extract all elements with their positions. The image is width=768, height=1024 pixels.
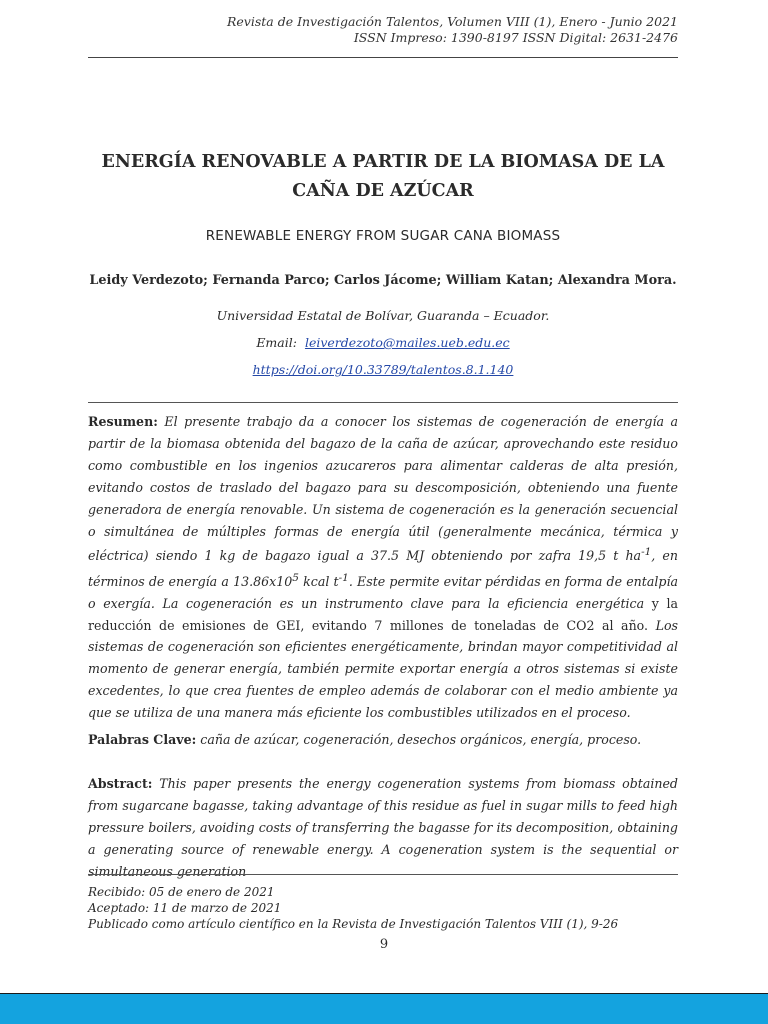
keywords-label: Palabras Clave: [88,732,197,747]
resumen-text-3: kcal t [298,573,339,589]
author-list: Leidy Verdezoto; Fernanda Parco; Carlos Jácome; William Katan; Alexandra Mora. [89,273,677,288]
resumen-text-6: Los sistemas de cogeneración son eficientes energéticamente, brindan mayor competitividad al momento de generar energía, también permite exportar energía a otros sistemas si existe excedentes, lo que crea fuentes de empleo además de colaborar con el medio ambiente ya que se utiliza de una manera más eficiente los combustibles utilizados en el proceso. [88,617,678,721]
issn-line: ISSN Impreso: 1390-8197 ISSN Digital: 2631-2476 [353,30,678,45]
footnotes [88,884,678,932]
email-label: Email: [256,335,297,350]
title-line-2: CAÑA DE AZÚCAR [292,181,474,201]
keywords-paragraph [88,729,678,751]
resumen-label: Resumen: [88,414,158,429]
header-divider [88,57,678,58]
resumen-sup-3: -1 [338,571,349,584]
resumen-sup-2: 5 [292,571,299,584]
accepted-date: Aceptado: 11 de marzo de 2021 [88,901,282,915]
resumen-text-1: El presente trabajo da a conocer los sistemas de cogeneración de energía a partir de la biomasa obtenida del bagazo de la caña de azúcar, aprovechando este residuo como combustible en los ingenios azucareros para alimentar calderas de alta presión, evitando costos de traslado del bagazo para su descomposición, obteniendo una fuente generadora de energía renovable. Un sistema de cogeneración es la generación secuencial o simultánea de múltiples formas de energía útil (generalmente mecánica, térmica y eléctrica) siendo 1 kg de bagazo igual a 37.5 MJ obteniendo por zafra 19,5 t ha [88,414,678,564]
email-link[interactable]: leiverdezoto@mailes.ueb.edu.ec [304,335,510,350]
email-line [88,335,678,350]
doi-line [88,362,678,377]
resumen-text-4: . Este permite evitar pérdidas en forma de entalpía o exergía. La cogeneración es un instrumento clave para la eficiencia energética [88,573,678,611]
resumen-paragraph [88,411,678,724]
footnote-divider [88,874,678,875]
running-header [227,14,678,46]
affiliation: Universidad Estatal de Bolívar, Guaranda – Ecuador. [216,308,550,323]
keywords-text: caña de azúcar, cogeneración, desechos orgánicos, energía, proceso. [196,732,642,747]
title-line-1: ENERGÍA RENOVABLE A PARTIR DE LA BIOMASA DE LA [101,152,665,172]
journal-line: Revista de Investigación Talentos, Volumen VIII (1), Enero - Junio 2021 [226,14,678,29]
section-divider [88,402,678,403]
abstract-paragraph [88,773,678,879]
paper-title [88,148,678,206]
resumen-text-5: y la reducción de emisiones de GEI, evitando 7 millones de toneladas de CO2 al año. [88,595,678,633]
resumen-sup-1: -1 [641,546,652,559]
abstract-text: This paper presents the energy cogeneration systems from biomass obtained from sugarcane bagasse, taking advantage of this residue as fuel in sugar mills to feed high pressure boilers, avoiding costs of transferring the bagasse for its decomposition, obtaining a generating source of renewable energy. A cogeneration system is the sequential or simultaneous generation [88,776,678,879]
footer-color-bar [0,993,768,1024]
abstract-label: Abstract: [88,776,153,791]
received-date: Recibido: 05 de enero de 2021 [88,885,275,899]
resumen-text-2: , en términos de energía a 13.86x10 [88,548,678,589]
english-title: RENEWABLE ENERGY FROM SUGAR CANA BIOMASS [205,228,561,244]
page-number: 9 [379,937,389,952]
doi-link[interactable]: https://doi.org/10.33789/talentos.8.1.140 [252,362,514,377]
publication-note: Publicado como artículo científico en la Revista de Investigación Talentos VIII (1), 9-26 [88,917,619,931]
